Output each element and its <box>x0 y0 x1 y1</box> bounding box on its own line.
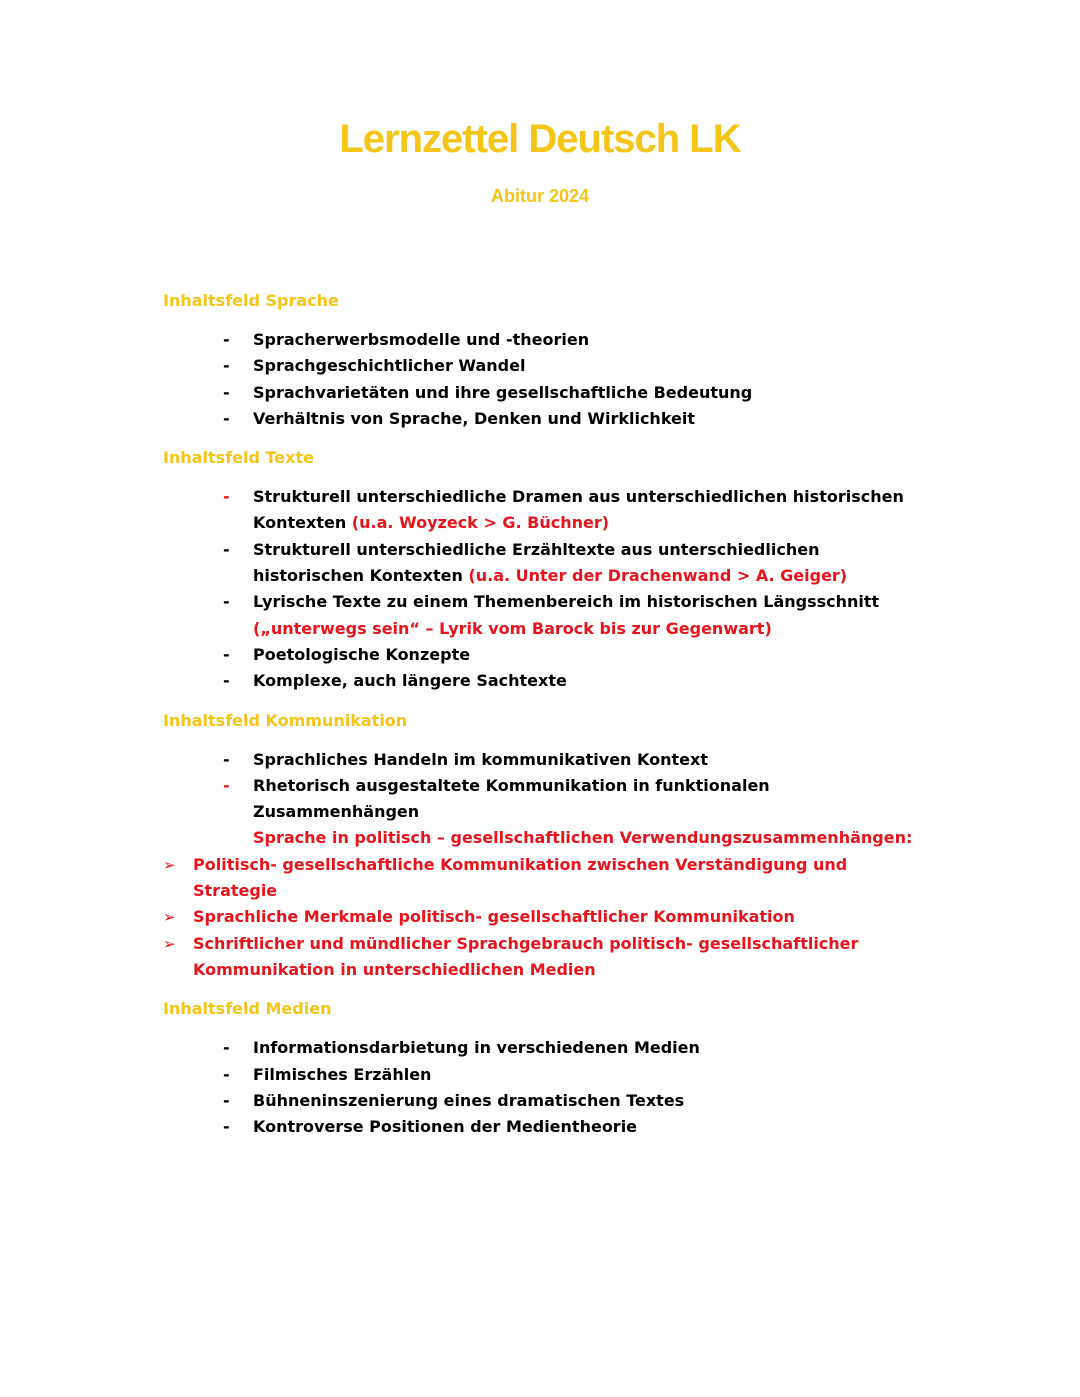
section-heading-sprache: Inhaltsfeld Sprache <box>163 291 339 310</box>
list-item: - Informationsdarbietung in verschiedenen Medien <box>163 1035 923 1061</box>
list-texte <box>163 484 923 694</box>
work-note: („unterwegs sein“ – Lyrik vom Barock bis zur Gegenwart) <box>253 618 772 638</box>
list-medien <box>163 1035 923 1140</box>
list-item: ➢ Sprachliche Merkmale politisch- gesellschaftlicher Kommunikation <box>163 904 923 930</box>
list-item: - Sprachliches Handeln im kommunikativen Kontext <box>163 747 923 773</box>
section-heading-kommunikation: Inhaltsfeld Kommunikation <box>163 710 408 730</box>
list-item: - Komplexe, auch längere Sachtexte <box>163 668 923 694</box>
dash-marker: - <box>223 1090 230 1110</box>
document-body <box>163 288 923 1153</box>
dash-marker: - <box>223 539 230 559</box>
work-note: (u.a. Unter der Drachenwand > A. Geiger) <box>468 566 848 586</box>
list-item: - Sprachvarietäten und ihre gesellschaftliche Bedeutung <box>163 380 923 406</box>
arrow-bullet-icon: ➢ <box>163 908 176 927</box>
list-item: - Spracherwerbsmodelle und -theorien <box>163 327 923 353</box>
arrow-bullet-icon: ➢ <box>163 934 176 953</box>
list-kommunikation-arrows <box>163 852 923 983</box>
list-item: ➢ Politisch- gesellschaftliche Kommunikation zwischen Verständigung und Strategie <box>163 852 923 905</box>
list-item: - Lyrische Texte zu einem Themenbereich im historischen Längsschnitt („unterwegs sein“ – Lyrik vom Barock bis zur Gegenwart) <box>163 589 923 642</box>
list-item: - Filmisches Erzählen <box>163 1062 923 1088</box>
dash-marker: - <box>223 330 230 349</box>
list-item: - Sprachgeschichtlicher Wandel <box>163 353 923 379</box>
dash-marker: - <box>223 356 230 376</box>
arrow-bullet-icon: ➢ <box>163 855 176 874</box>
dash-marker: - <box>223 1038 230 1058</box>
list-item: ➢ Schriftlicher und mündlicher Sprachgebrauch politisch- gesellschaftlicher Kommunikation in unterschiedlichen Medien <box>163 931 923 984</box>
dash-marker: - <box>223 487 230 507</box>
dash-marker: - <box>223 382 230 402</box>
kommunikation-sub-heading: Sprache in politisch – gesellschaftlichen Verwendungszusammenhängen: <box>253 828 913 848</box>
list-item: - Verhältnis von Sprache, Denken und Wirklichkeit <box>163 406 923 432</box>
dash-marker: - <box>223 749 230 769</box>
dash-marker: - <box>223 592 230 612</box>
dash-marker: - <box>223 1117 230 1137</box>
list-sprache <box>163 327 923 432</box>
dash-marker: - <box>223 1064 230 1084</box>
list-item: - Kontroverse Positionen der Medientheorie <box>163 1114 923 1140</box>
document-subtitle: Abitur 2024 <box>490 186 590 206</box>
dash-marker: - <box>223 644 230 664</box>
section-heading-texte: Inhaltsfeld Texte <box>163 448 314 468</box>
list-item: - Bühneninszenierung eines dramatischen Textes <box>163 1088 923 1114</box>
list-item: - Strukturell unterschiedliche Erzähltexte aus unterschiedlichen historischen Kontexten (u.a. Unter der Drachenwand > A. Geiger) <box>163 537 923 590</box>
list-kommunikation <box>163 747 923 826</box>
document-title: Lernzettel Deutsch LK <box>339 117 741 161</box>
dash-marker: - <box>223 408 230 428</box>
dash-marker: - <box>223 775 230 795</box>
list-item: - Rhetorisch ausgestaltete Kommunikation in funktionalen Zusammenhängen <box>163 773 923 826</box>
work-note: (u.a. Woyzeck > G. Büchner) <box>351 513 610 533</box>
list-item: - Strukturell unterschiedliche Dramen aus unterschiedlichen historischen Kontexten (u.a. Woyzeck > G. Büchner) <box>163 484 923 537</box>
list-item: - Poetologische Konzepte <box>163 642 923 668</box>
dash-marker: - <box>223 671 230 691</box>
section-heading-medien: Inhaltsfeld Medien <box>163 999 332 1019</box>
